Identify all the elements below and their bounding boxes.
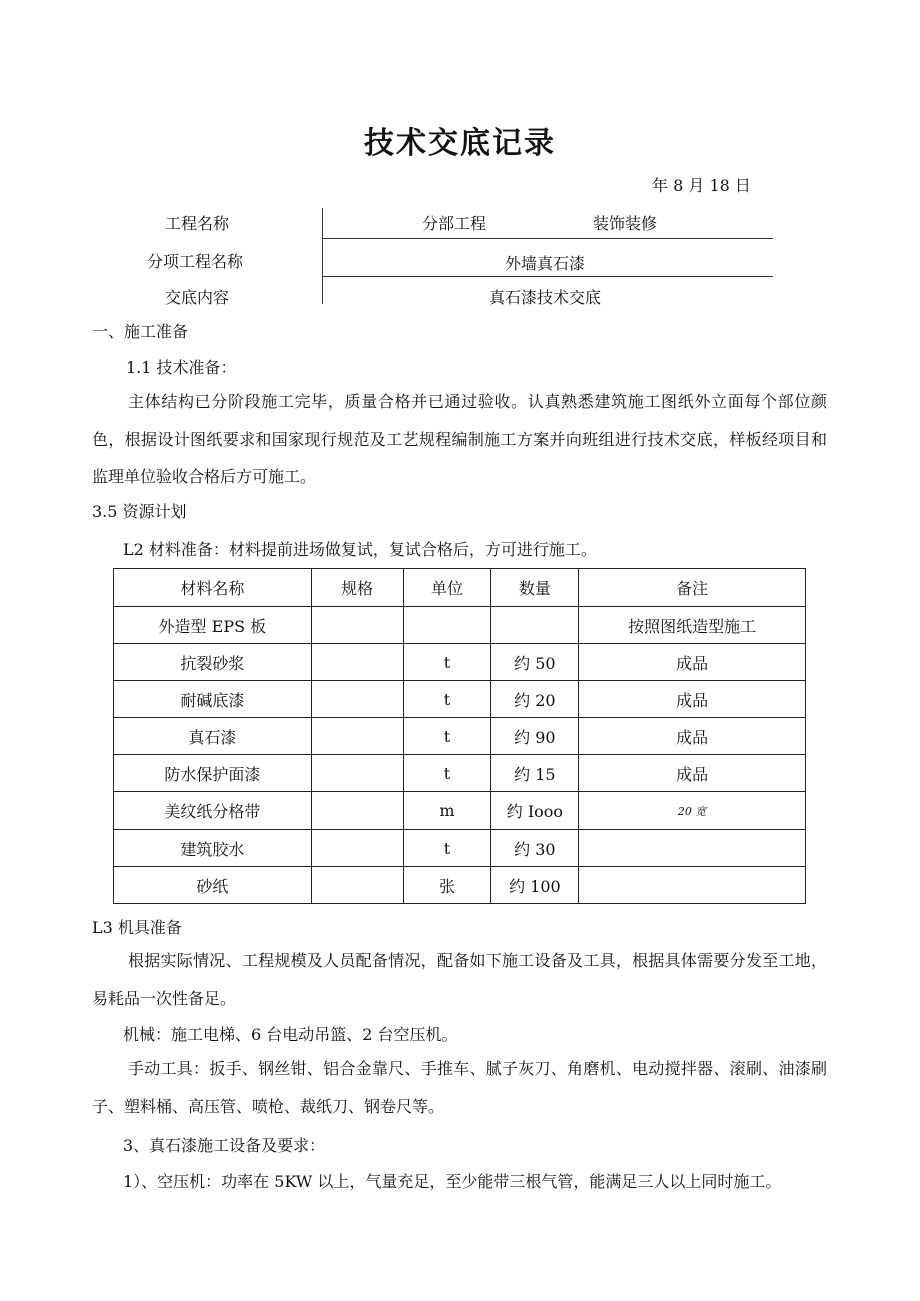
cell-quantity: 约 90 — [491, 718, 579, 755]
page-title: 技术交底记录 — [364, 126, 556, 161]
table-row — [114, 792, 806, 830]
cell-unit: t — [403, 718, 491, 755]
cell-spec — [311, 792, 403, 830]
col-header-quantity: 数量 — [491, 569, 579, 607]
table-row — [114, 644, 806, 681]
cell-remark: 成品 — [579, 644, 806, 681]
content-label: 交底内容 — [165, 288, 230, 307]
cell-name: 耐碱底漆 — [114, 681, 312, 718]
cell-spec — [311, 867, 403, 904]
cell-remark: 按照图纸造型施工 — [579, 607, 806, 644]
cell-remark: 成品 — [579, 718, 806, 755]
machinery-line: 机械：施工电梯、6 台电动吊篮、2 台空压机。 — [123, 1025, 458, 1044]
cell-unit: t — [403, 830, 491, 867]
table-row — [114, 867, 806, 904]
col-header-unit: 单位 — [403, 569, 491, 607]
cell-spec — [311, 718, 403, 755]
record-date: 年 8 月 18 日 — [652, 176, 751, 195]
table-row — [114, 607, 806, 644]
tech-prep-paragraph: 主体结构已分阶段施工完毕，质量合格并已通过验收。认真熟悉建筑施工图纸外立面每个部位颜色，根据设计图纸要求和国家现行规范及工艺规程编制施工方案并向班组进行技术交底，样板经项目和监理单位验收合格后方可施工。 — [92, 392, 827, 486]
header-vertical-rule — [322, 208, 323, 304]
section-3-heading: 3、真石漆施工设备及要求： — [123, 1136, 326, 1155]
table-row — [114, 681, 806, 718]
cell-remark: 成品 — [579, 755, 806, 792]
cell-remark — [579, 830, 806, 867]
cell-spec — [311, 755, 403, 792]
cell-name: 建筑胶水 — [114, 830, 312, 867]
material-prep-heading: L2 材料准备：材料提前进场做复试，复试合格后，方可进行施工。 — [123, 540, 597, 559]
materials-table — [113, 568, 806, 904]
col-header-name: 材料名称 — [114, 569, 312, 607]
cell-spec — [311, 644, 403, 681]
cell-name: 美纹纸分格带 — [114, 792, 312, 830]
air-compressor-item: 1）、空压机：功率在 5KW 以上，气量充足，至少能带三根气管，能满足三人以上同时施工。 — [123, 1172, 782, 1191]
table-row — [114, 718, 806, 755]
cell-quantity: 约 100 — [491, 867, 579, 904]
table-row — [114, 830, 806, 867]
cell-unit: t — [403, 644, 491, 681]
cell-quantity — [491, 607, 579, 644]
header-divider-1 — [322, 238, 773, 239]
tools-prep-heading: L3 机具准备 — [92, 918, 182, 937]
division-label: 分部工程 — [422, 214, 487, 233]
cell-name: 外造型 EPS 板 — [114, 607, 312, 644]
cell-quantity: 约 20 — [491, 681, 579, 718]
cell-unit: t — [403, 681, 491, 718]
subproject-label: 分项工程名称 — [147, 252, 244, 271]
hand-tools-paragraph: 手动工具：扳手、钢丝钳、铝合金靠尺、手推车、腻子灰刀、角磨机、电动搅拌器、滚刷、油漆刷子、塑料桶、高压管、喷枪、裁纸刀、钢卷尺等。 — [92, 1059, 827, 1116]
cell-quantity: 约 30 — [491, 830, 579, 867]
cell-name: 砂纸 — [114, 867, 312, 904]
cell-spec — [311, 681, 403, 718]
section-3-5-heading: 3.5 资源计划 — [92, 502, 187, 521]
cell-quantity: 约 15 — [491, 755, 579, 792]
cell-unit — [403, 607, 491, 644]
section-1-1-heading: 1.1 技术准备： — [126, 358, 237, 377]
cell-spec — [311, 607, 403, 644]
cell-spec — [311, 830, 403, 867]
table-row — [114, 755, 806, 792]
cell-name: 真石漆 — [114, 718, 312, 755]
subproject-value: 外墙真石漆 — [505, 254, 586, 273]
col-header-remark: 备注 — [579, 569, 806, 607]
cell-name: 抗裂砂浆 — [114, 644, 312, 681]
cell-unit: m — [403, 792, 491, 830]
cell-remark: 20 宽 — [579, 792, 806, 830]
cell-remark — [579, 867, 806, 904]
cell-quantity: 约 50 — [491, 644, 579, 681]
cell-quantity: 约 Iooo — [491, 792, 579, 830]
project-name-label: 工程名称 — [165, 214, 230, 233]
cell-unit: 张 — [403, 867, 491, 904]
col-header-spec: 规格 — [311, 569, 403, 607]
content-value: 真石漆技术交底 — [489, 288, 602, 307]
division-value: 装饰装修 — [593, 214, 658, 233]
table-header-row — [114, 569, 806, 607]
cell-remark: 成品 — [579, 681, 806, 718]
tools-prep-paragraph: 根据实际情况、工程规模及人员配备情况，配备如下施工设备及工具，根据具体需要分发至工地，易耗品一次性备足。 — [92, 951, 827, 1008]
cell-unit: t — [403, 755, 491, 792]
cell-name: 防水保护面漆 — [114, 755, 312, 792]
header-divider-2 — [322, 276, 773, 277]
section-1-heading: 一、施工准备 — [92, 322, 189, 341]
